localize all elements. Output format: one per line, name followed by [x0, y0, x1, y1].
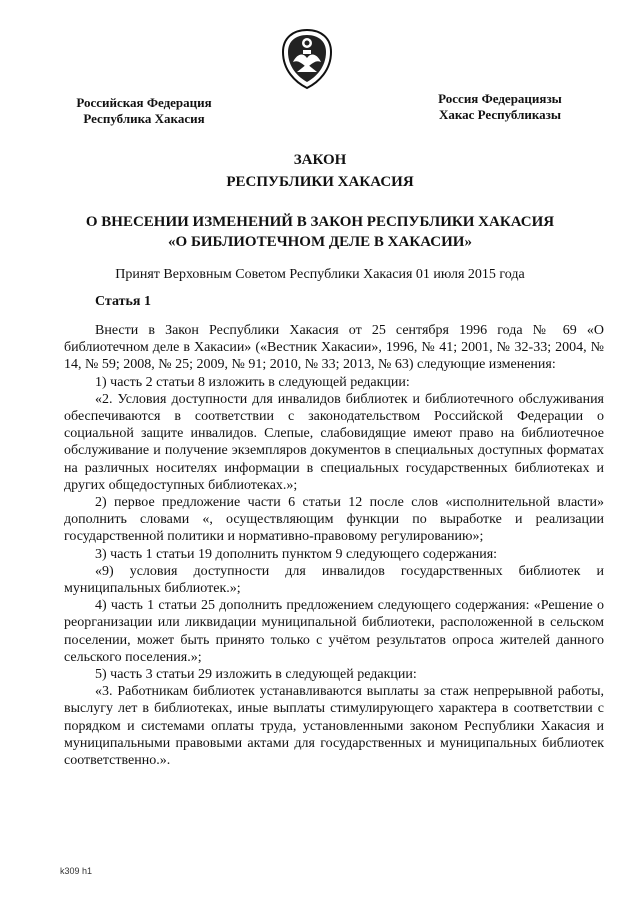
- article-body: [64, 322, 604, 769]
- paragraph: 2) первое предложение части 6 статьи 12 после слов «исполнительной власти» дополнить словами «, осуществляющим функции по выработке и реализации государственной политики и нормативно-правовому регулированию»;: [64, 495, 604, 545]
- paragraph: 1) часть 2 статьи 8 изложить в следующей редакции:: [95, 374, 410, 390]
- header-right-line1: Россия Федерациязы: [438, 91, 562, 106]
- adoption-line: Принят Верховным Советом Республики Хакасия 01 июля 2015 года: [115, 267, 525, 282]
- header-left-line1: Российская Федерация: [76, 95, 212, 110]
- coat-of-arms-icon: [279, 28, 335, 90]
- amendment-title: [0, 212, 640, 252]
- footer-code: k309 h1: [60, 866, 93, 876]
- paragraph: «3. Работникам библиотек устанавливаются выплаты за стаж непрерывной работы, выслугу лет в библиотеках, иные выплаты стимулирующего характера в соответствии с порядком и системами оплаты труда, установленными законом Республики Хакасия и муниципальными правовыми актами для государственных и муниципальных библиотек соответственно.».: [64, 684, 604, 769]
- paragraph: 4) часть 1 статьи 25 дополнить предложением следующего содержания: «Решение о реорганизации или ликвидации муниципальной библиотеки, расположенной в сельском поселении, может быть принято только с учётом результатов опроса жителей данного сельского поселения.»;: [64, 598, 604, 665]
- paragraph: 3) часть 1 статьи 19 дополнить пунктом 9 следующего содержания:: [95, 546, 498, 562]
- amendment-title-line1: О ВНЕСЕНИИ ИЗМЕНЕНИЙ В ЗАКОН РЕСПУБЛИКИ ХАКАСИЯ: [85, 214, 555, 230]
- amendment-title-line2: «О БИБЛИОТЕЧНОМ ДЕЛЕ В ХАКАСИИ»: [168, 234, 472, 250]
- paragraph: «2. Условия доступности для инвалидов библиотек и библиотечного обслуживания обеспечиваются в соответствии с законодательством Российской Федерации о социальной защите инвалидов. Слепые, слабовидящие имеют право на библиотечное обслуживание и получение экземпляров документов в специальных доступных форматах на различных носителях информации в специальных государственных библиотеках и других общедоступных библиотеках.»;: [64, 391, 604, 493]
- paragraph: Внести в Закон Республики Хакасия от 25 сентября 1996 года № 69 «О библиотечном деле в Хакасии» («Вестник Хакасии», 1996, № 41; 2001, № 32-33; 2004, № 14, № 59; 2008, № 25; 2009, № 91; 2010, № 33; 2013, № 63) следующие изменения:: [64, 323, 604, 373]
- article-title: Статья 1: [95, 294, 151, 309]
- law-title-line1: ЗАКОН: [293, 152, 347, 168]
- paragraph: «9) условия доступности для инвалидов государственных библиотек и муниципальных библиотек.»;: [64, 563, 604, 597]
- paragraph: 5) часть 3 статьи 29 изложить в следующей редакции:: [95, 667, 417, 683]
- header-right-line2: Хакас Республиказы: [438, 107, 562, 122]
- header-left-line2: Республика Хакасия: [83, 111, 205, 126]
- law-title: [0, 149, 640, 193]
- header-right: [425, 91, 575, 123]
- law-title-line2: РЕСПУБЛИКИ ХАКАСИЯ: [226, 174, 414, 190]
- header-left: [64, 95, 224, 127]
